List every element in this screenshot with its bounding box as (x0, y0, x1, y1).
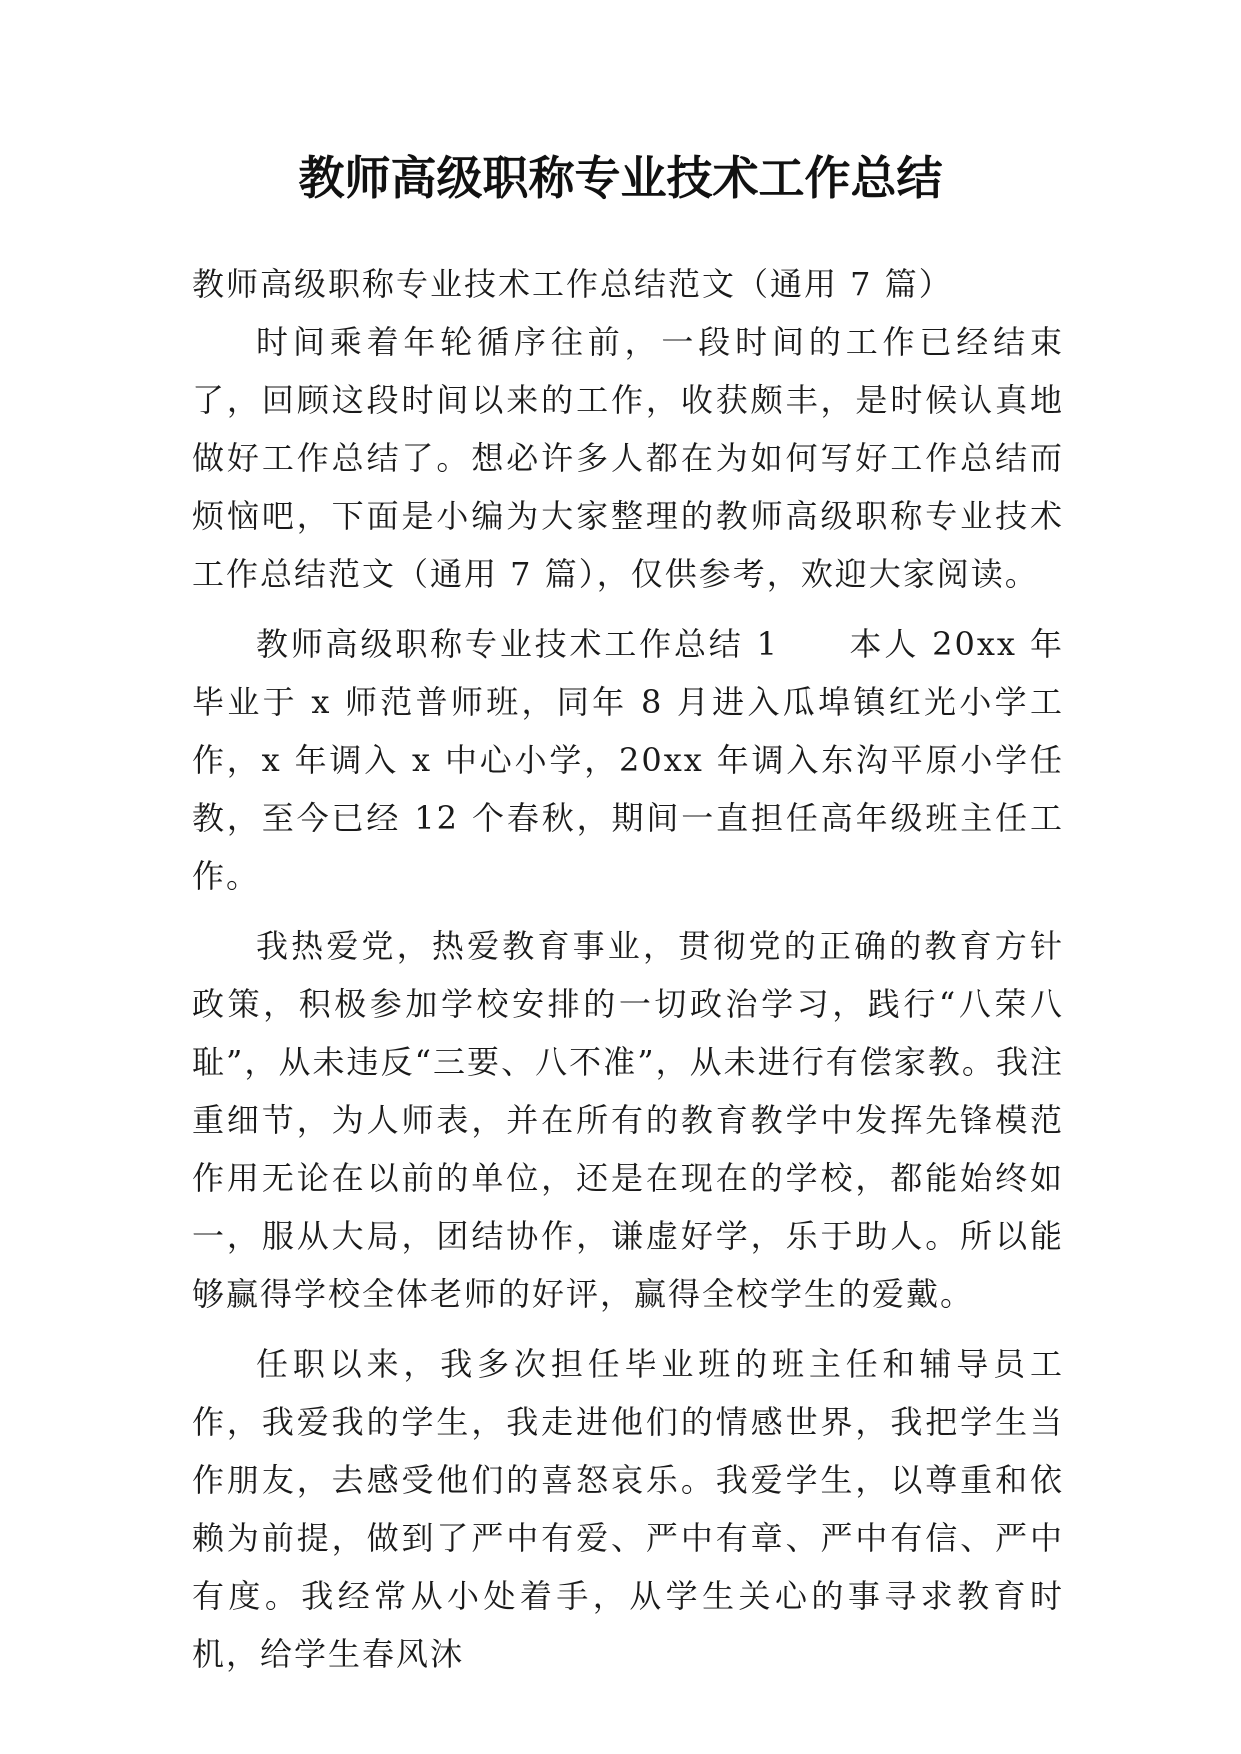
document-body (192, 255, 1064, 1683)
paragraph-class-teacher: 任职以来，我多次担任毕业班的班主任和辅导员工作，我爱我的学生，我走进他们的情感世界，我把学生当作朋友，去感受他们的喜怒哀乐。我爱学生，以尊重和依赖为前提，做到了严中有爱、严中有章、严中有信、严中有度。我经常从小处着手，从学生关心的事寻求教育时机，给学生春风沐 (192, 1345, 1064, 1673)
paragraph-intro: 时间乘着年轮循序往前，一段时间的工作已经结束了，回顾这段时间以来的工作，收获颇丰，是时候认真地做好工作总结了。想必许多人都在为如何写好工作总结而烦恼吧，下面是小编为大家整理的教师高级职称专业技术工作总结范文（通用 7 篇），仅供参考，欢迎大家阅读。 (192, 323, 1064, 593)
paragraph-summary-1: 教师高级职称专业技术工作总结 1 本人 20xx 年毕业于 x 师范普师班，同年 8 月进入瓜埠镇红光小学工作，x 年调入 x 中心小学，20xx 年调入东沟平原小学任教，至今已经 12 个春秋，期间一直担任高年级班主任工作。 (192, 625, 1064, 895)
document-subtitle: 教师高级职称专业技术工作总结范文（通用 7 篇） (192, 265, 953, 303)
document-title: 教师高级职称专业技术工作总结 (298, 151, 943, 205)
paragraph-conduct: 我热爱党，热爱教育事业，贯彻党的正确的教育方针政策，积极参加学校安排的一切政治学习，践行“八荣八耻”，从未违反“三要、八不准”，从未进行有偿家教。我注重细节，为人师表，并在所有的教育教学中发挥先锋模范作用无论在以前的单位，还是在现在的学校，都能始终如一，服从大局，团结协作，谦虚好学，乐于助人。所以能够赢得学校全体老师的好评，赢得全校学生的爱戴。 (192, 927, 1064, 1313)
